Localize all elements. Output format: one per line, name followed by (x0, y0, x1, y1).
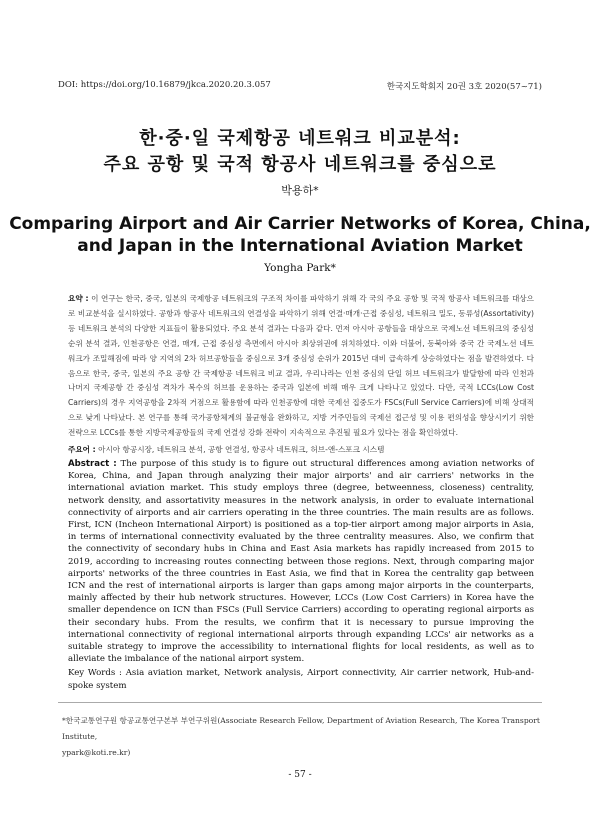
footnote (62, 713, 542, 761)
page-number: - 57 - (288, 770, 312, 780)
journal-header: 한국지도학회지 20권 3호 2020(57~71) (386, 82, 542, 92)
korean-abstract (68, 292, 534, 458)
korean-author: 박용하* (281, 184, 319, 197)
english-abstract-label: Abstract : (68, 459, 117, 469)
doi-header: DOI: https://doi.org/10.16879/jkca.2020.20.3.057 (58, 80, 271, 90)
korean-abstract-label: 요약 : (68, 294, 89, 303)
footnote-line1: *한국교통연구원 항공교통연구본부 부연구위원(Associate Research Fellow, Department of Aviation Research, The Korea Transport Institute, (62, 716, 540, 741)
korean-keywords-label: 주요어 : (68, 445, 96, 455)
footnote-divider (58, 702, 542, 703)
english-title-line2: and Japan in the International Aviation Market (77, 236, 523, 256)
korean-keywords-text: 아시아 항공시장, 네트워크 분석, 공항 연결성, 항공사 네트워크, 허브-앤-스포크 시스템 (98, 445, 385, 455)
korean-abstract-text: 이 연구는 한국, 중국, 일본의 국제항공 네트워크의 구조적 차이를 파악하기 위해 각 국의 주요 공항 및 국적 항공사 네트워크를 대상으로 비교분석을 실시하였다. 공항과 항공사 네트워크의 연결성을 파악하기 위해 연결·매개·근접 중심성, 네트워크 밀도, 동류성(Assortativity) 등 네트워크 분석의 다양한 지표들이 활용되었다. 주요 분석 결과는 다음과 같다. 먼저 아시아 공항들을 대상으로 국제노선 네트워크의 중심성 순위 분석 결과, 인천공항은 연결, 매개, 근접 중심성 측면에서 아시아 최상위권에 위치하였다. 이와 더불어, 동북아와 중국 간 국제노선 네트워크가 조밀해짐에 따라 양 지역의 2차 허브공항들을 중심으로 3개 중심성 순위가 2015년 대비 급속하게 상승하였다는 점을 발견하였다. 다음으로 한국, 중국, 일본의 주요 공항 간 국제항공 네트워크 비교 결과, 우리나라는 인천 중심의 단일 허브 네트워크가 발달함에 따라 인천과 나머지 국제공항 간 중심성 격차가 복수의 허브를 운용하는 중국과 일본에 비해 매우 크게 나타나고 있었다. 다만, 국적 LCCs(Low Cost Carriers)의 경우 지역공항을 2차적 거점으로 활용함에 따라 인천공항에 대한 국제선 집중도가 FSCs(Full Service Carriers)에 비해 상대적으로 낮게 나타났다. 본 연구를 통해 국가공항체계의 불균형을 완화하고, 지방 거주민들의 국제선 접근성 및 이용 편의성을 향상시키기 위한 전략으로 LCCs를 통한 지방국제공항들의 국제 연결성 강화 전략이 지속적으로 추진될 필요가 있다는 점을 확인하였다. (68, 294, 534, 438)
english-abstract-text: The purpose of this study is to figure out structural differences among aviation networks of Korea, China, and Japan through analyzing their major airports' and air carriers' networks in the international aviation market. This study employs three (degree, betweenness, closeness) centrality, network density, and assortativity measures in the network analysis, in order to evaluate international connectivity of airports and air carriers operating in the three countries. The main results are as follows. First, ICN (Incheon International Airport) is positioned as a top-tier airport among major airports in Asia, in terms of international connectivity evaluated by the three centrality measures. Also, we confirm that the connectivity of secondary hubs in China and East Asia markets has rapidly increased from 2015 to 2019, according to increasing routes connecting between those regions. Next, through comparing major airports' networks of the three countries in East Asia, we find that in Korea the centrality gap between ICN and the rest of international airports is larger than gaps among major airports in the counterparts, mainly affected by their hub network structures. However, LCCs (Low Cost Carriers) in Korea have the smaller dependence on ICN than FSCs (Full Service Carriers) according to operating regional airports as their secondary hubs. From the results, we confirm that it is necessary to pursue improving the international connectivity of regional international airports through expanding LCCs' air networks as a suitable strategy to improve the accessibility to international flights for local residents, as well as to alleviate the imbalance of the national airport system. (68, 459, 534, 665)
english-author: Yongha Park* (264, 262, 336, 274)
english-title-line1: Comparing Airport and Air Carrier Networks of Korea, China, (9, 214, 591, 234)
english-keywords-text: Asia aviation market, Network analysis, Airport connectivity, Air carrier network, Hub-and-spoke system (68, 668, 535, 691)
english-keywords-label: Key Words : (68, 668, 122, 679)
footnote-line2: ypark@koti.re.kr) (62, 748, 131, 757)
korean-title-line2: 주요 공항 및 국적 항공사 네트워크를 중심으로 (103, 154, 497, 175)
english-abstract (68, 458, 534, 692)
korean-title-line1: 한·중·일 국제항공 네트워크 비교분석: (139, 128, 461, 149)
